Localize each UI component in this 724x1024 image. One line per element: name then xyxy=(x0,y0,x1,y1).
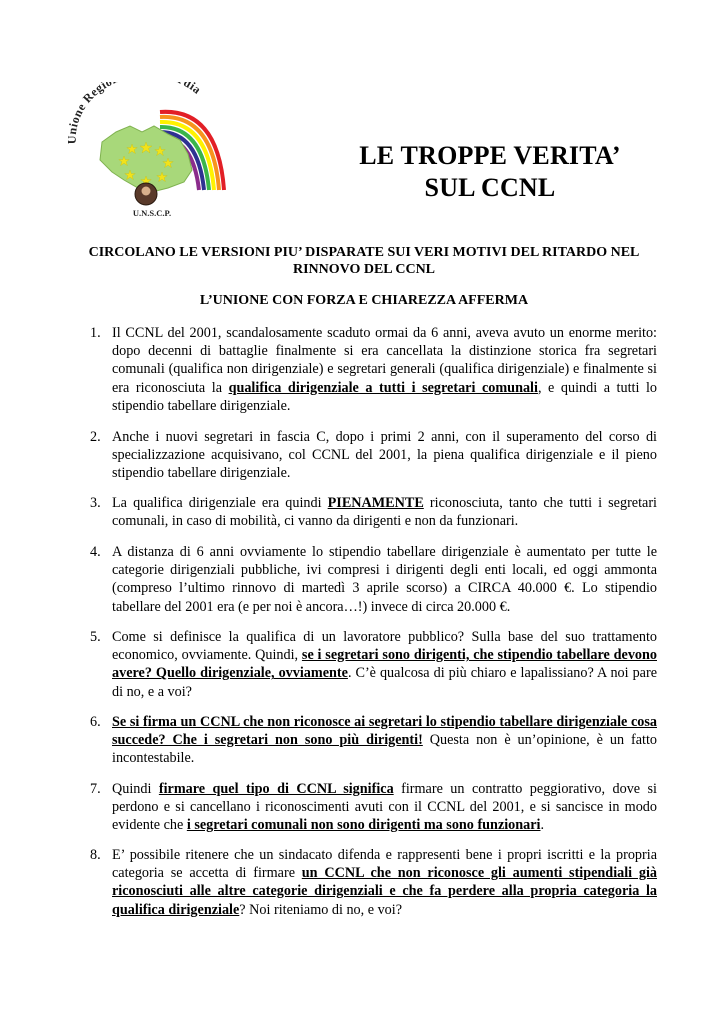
text-run: Il CCNL del 2001, scandalosamente scaduto ormai da 6 anni, aveva avuto un enorme merito: dopo decenni di battaglie finalmente si era cancellata la distinzione storica fra segretari comunali (qualifica non dirigenziale) e segretari generali (qualifica dirigenziale) e finalmente si era riconosciuta la xyxy=(112,325,657,396)
union-logo xyxy=(68,82,236,224)
document-title xyxy=(330,140,650,204)
text-run: . xyxy=(540,817,545,834)
title-line-2: SUL CCNL xyxy=(424,173,556,202)
emphasized-text: qualifica dirigenziale a tutti i segretari comunali xyxy=(228,379,538,396)
text-run: riconosciuta, tanto che tutti i segretari comunali, in caso di mobilità, ci vanno da dirigenti e non da funzionari. xyxy=(112,495,657,530)
text-run: A distanza di 6 anni ovviamente lo stipendio tabellare dirigenziale è aumentato per tutte le categorie dirigenziali pubbliche, ivi compresi i dirigenti degli enti locali, ed oggi ammonta (compreso l’ultimo rinnovo di martedì 3 aprile scorso) a CIRCA 40.000 €. Lo stipendio tabellare del 2001 era (e per noi è ancora…!) invece di circa 20.000 €. xyxy=(112,544,657,615)
emphasized-text: i segretari comunali non sono dirigenti ma sono funzionari xyxy=(186,817,541,834)
logo-badge-text: U.N.S.C.P. xyxy=(132,208,172,218)
emphasized-text: se i segretari sono dirigenti, che stipendio tabellare devono avere? Quello dirigenziale, ovviamente xyxy=(112,647,657,682)
list-item-text xyxy=(112,628,657,701)
list-item-number: 1. xyxy=(90,325,101,341)
emphasized-text: PIENAMENTE xyxy=(327,495,424,511)
list-item-number: 3. xyxy=(90,495,101,511)
emphasized-text: firmare quel tipo di CCNL significa xyxy=(158,781,394,797)
list-item-number: 6. xyxy=(90,714,101,730)
list-item-number: 8. xyxy=(90,847,101,863)
text-run: Questa non è un’opinione, è un fatto incontestabile. xyxy=(112,732,657,767)
subheading: CIRCOLANO LE VERSIONI PIU’ DISPARATE SUI VERI MOTIVI DEL RITARDO NEL RINNOVO DEL CCNL xyxy=(88,245,640,277)
list-item-text xyxy=(112,846,657,919)
emphasized-text: un CCNL che non riconosce gli aumenti stipendiali già riconosciuti alle altre categorie dirigenziali e che fa perdere alla propria categoria la qualifica dirigenziale xyxy=(112,865,658,918)
text-run: E’ possibile ritenere che un sindacato difenda e rappresenti bene i propri iscritti e la propria categoria se accetta di firmare xyxy=(112,847,657,882)
list-item-number: 4. xyxy=(90,544,101,560)
title-line-1: LE TROPPE VERITA’ xyxy=(359,141,621,170)
list-item-text xyxy=(112,780,657,835)
text-run: Come si definisce la qualifica di un lavoratore pubblico? Sulla base del suo trattamento economico, ovviamente. Quindi, xyxy=(112,629,657,664)
list-item-text xyxy=(112,494,657,530)
list-item-text xyxy=(112,543,657,616)
text-run: Anche i nuovi segretari in fascia C, dopo i primi 2 anni, con il superamento del corso di specializzazione acquisivano, col CCNL del 2001, la piena qualifica dirigenziale e il pieno stipendio tabellare dirigenziale. xyxy=(112,429,657,482)
list-item-number: 7. xyxy=(90,781,101,797)
list-item-text xyxy=(112,324,657,415)
text-run: ? Noi riteniamo di no, e voi? xyxy=(239,901,403,918)
list-item-text xyxy=(112,713,657,768)
text-run: firmare un contratto peggiorativo, dove si perdono e si cancellano i riconoscimenti avuti con il CCNL del 2001, e si sancisce in modo evidente che xyxy=(112,781,657,834)
list-item-number: 5. xyxy=(90,629,101,645)
text-run: . C’è qualcosa di più chiaro e lapalissiano? A noi pare di no, e a voi? xyxy=(112,665,658,700)
text-run: La qualifica dirigenziale era quindi xyxy=(112,495,328,511)
logo-arc-text: one Regi dia xyxy=(68,82,205,125)
text-run: , e quindi a tutti lo stipendio tabellare dirigenziale. xyxy=(112,379,657,414)
list-item-number: 2. xyxy=(90,429,101,445)
list-item-text xyxy=(112,428,657,483)
text-run: Quindi xyxy=(112,781,159,797)
affirmation-heading: L’UNIONE CON FORZA E CHIAREZZA AFFERMA xyxy=(199,293,529,308)
emphasized-text: Se si firma un CCNL che non riconosce ai segretari lo stipendio tabellare dirigenziale cosa succede? Che i segretari non sono più dirigenti! xyxy=(112,714,657,749)
